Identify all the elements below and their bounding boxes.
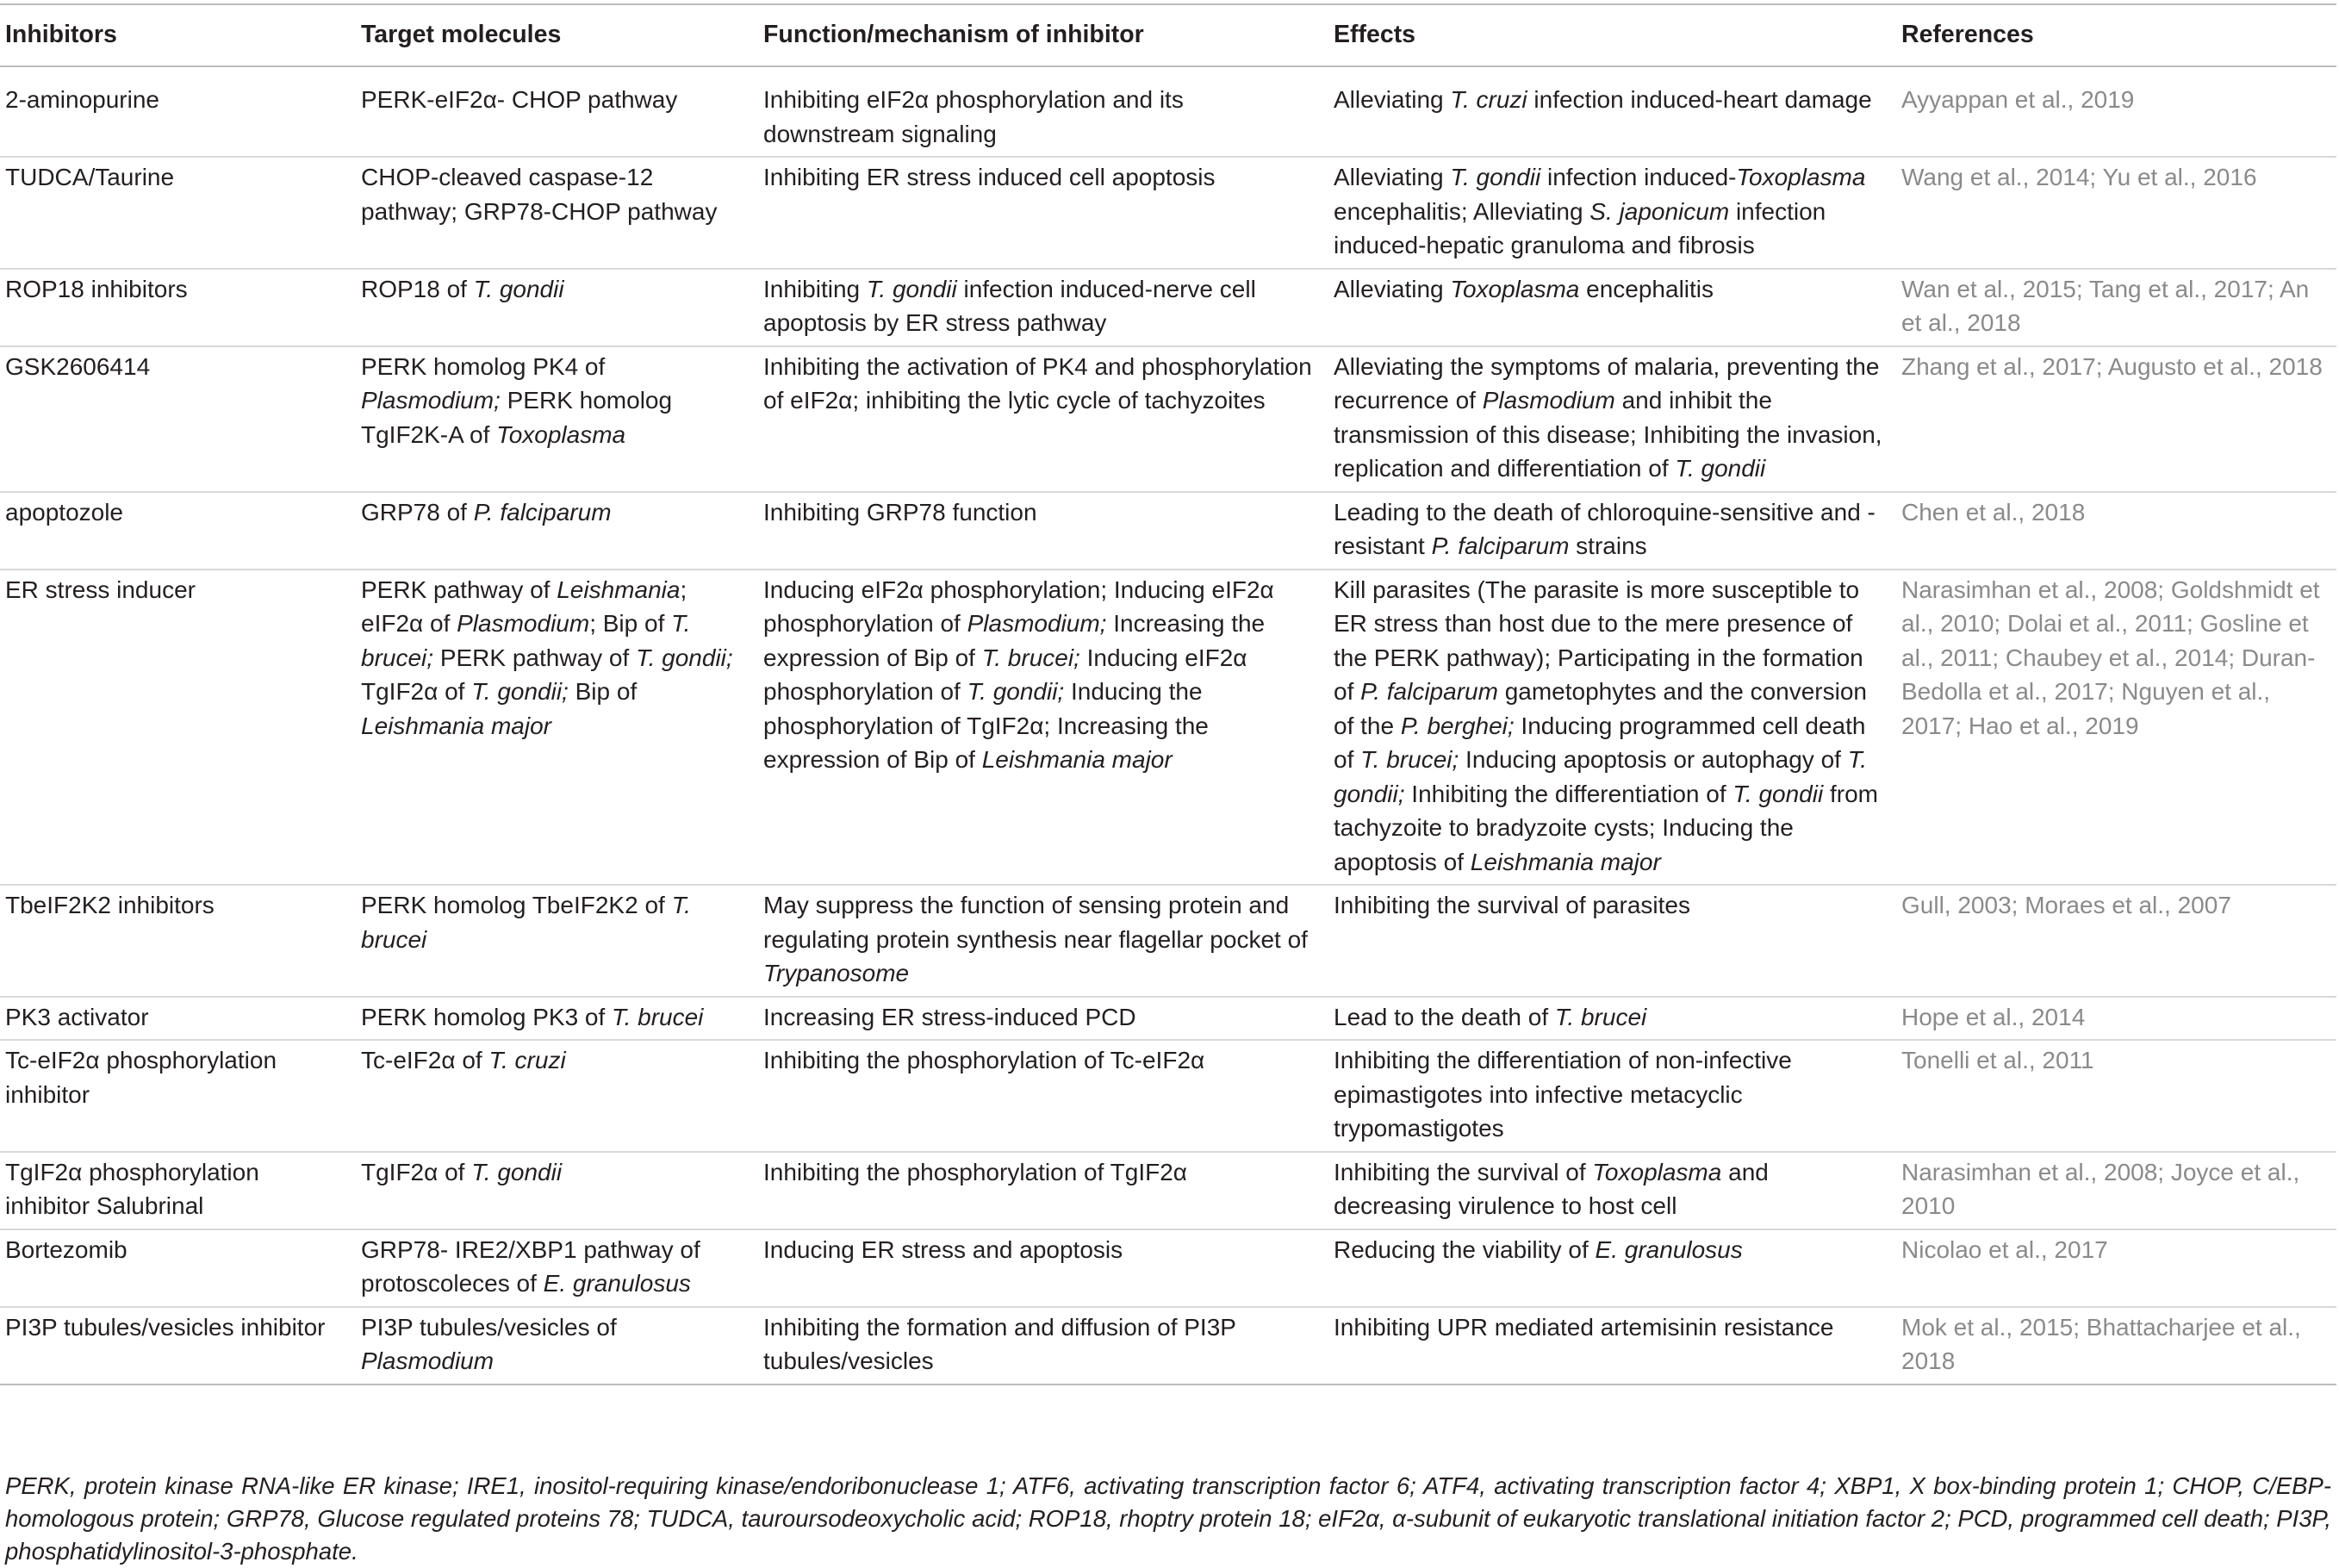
cell-effects: Inhibiting UPR mediated artemisinin resistance — [1328, 1307, 1896, 1384]
cell-inhibitor: 2-aminopurine — [0, 66, 356, 157]
cell-function: Increasing ER stress-induced PCD — [758, 997, 1328, 1041]
cell-function: May suppress the function of sensing protein and regulating protein synthesis near flagellar pocket of Trypanosome — [758, 885, 1328, 997]
cell-inhibitor: PI3P tubules/vesicles inhibitor — [0, 1307, 356, 1384]
cell-target-molecules: CHOP-cleaved caspase-12 pathway; GRP78-CHOP pathway — [356, 157, 758, 269]
cell-target-molecules: PERK homolog PK3 of T. brucei — [356, 997, 758, 1041]
cell-target-molecules: PERK homolog TbeIF2K2 of T. brucei — [356, 885, 758, 997]
cell-references: Chen et al., 2018 — [1896, 492, 2336, 569]
cell-inhibitor: TgIF2α phosphorylation inhibitor Salubrinal — [0, 1152, 356, 1229]
cell-target-molecules: PERK pathway of Leishmania; eIF2α of Plasmodium; Bip of T. brucei; PERK pathway of T. gondii; TgIF2α of T. gondii; Bip of Leishmania major — [356, 569, 758, 886]
header-effects: Effects — [1328, 4, 1896, 66]
cell-references: Gull, 2003; Moraes et al., 2007 — [1896, 885, 2336, 997]
cell-inhibitor: apoptozole — [0, 492, 356, 569]
cell-effects: Inhibiting the differentiation of non-infective epimastigotes into infective metacyclic trypomastigotes — [1328, 1040, 1896, 1152]
cell-effects: Alleviating the symptoms of malaria, preventing the recurrence of Plasmodium and inhibit the transmission of this disease; Inhibiting the invasion, replication and differentiation of T. gondii — [1328, 346, 1896, 492]
cell-references: Nicolao et al., 2017 — [1896, 1229, 2336, 1307]
cell-references: Narasimhan et al., 2008; Joyce et al., 2010 — [1896, 1152, 2336, 1229]
header-row — [0, 4, 2336, 66]
cell-references: Wang et al., 2014; Yu et al., 2016 — [1896, 157, 2336, 269]
header-target-molecules: Target molecules — [356, 4, 758, 66]
table-row — [0, 885, 2336, 997]
cell-references: Mok et al., 2015; Bhattacharjee et al., 2018 — [1896, 1307, 2336, 1384]
cell-function: Inhibiting ER stress induced cell apoptosis — [758, 157, 1328, 269]
cell-function: Inhibiting the formation and diffusion of PI3P tubules/vesicles — [758, 1307, 1328, 1384]
cell-effects: Lead to the death of T. brucei — [1328, 997, 1896, 1041]
cell-references: Zhang et al., 2017; Augusto et al., 2018 — [1896, 346, 2336, 492]
cell-effects: Inhibiting the survival of Toxoplasma and decreasing virulence to host cell — [1328, 1152, 1896, 1229]
table-row — [0, 569, 2336, 886]
cell-target-molecules: GRP78- IRE2/XBP1 pathway of protoscoleces of E. granulosus — [356, 1229, 758, 1307]
cell-function: Inhibiting the phosphorylation of Tc-eIF2α — [758, 1040, 1328, 1152]
table-row — [0, 1307, 2336, 1384]
cell-inhibitor: TUDCA/Taurine — [0, 157, 356, 269]
table-row — [0, 997, 2336, 1041]
header-inhibitors: Inhibitors — [0, 4, 356, 66]
cell-function: Inhibiting eIF2α phosphorylation and its downstream signaling — [758, 66, 1328, 157]
cell-function: Inhibiting GRP78 function — [758, 492, 1328, 569]
cell-inhibitor: ROP18 inhibitors — [0, 269, 356, 346]
cell-target-molecules: PI3P tubules/vesicles of Plasmodium — [356, 1307, 758, 1384]
table-row — [0, 346, 2336, 492]
cell-function: Inhibiting the phosphorylation of TgIF2α — [758, 1152, 1328, 1229]
cell-function: Inhibiting the activation of PK4 and phosphorylation of eIF2α; inhibiting the lytic cycle of tachyzoites — [758, 346, 1328, 492]
cell-target-molecules: Tc-eIF2α of T. cruzi — [356, 1040, 758, 1152]
cell-inhibitor: GSK2606414 — [0, 346, 356, 492]
cell-inhibitor: Tc-eIF2α phosphorylation inhibitor — [0, 1040, 356, 1152]
table-body — [0, 66, 2336, 1384]
cell-target-molecules: PERK-eIF2α- CHOP pathway — [356, 66, 758, 157]
table-row — [0, 157, 2336, 269]
table-row — [0, 1229, 2336, 1307]
cell-references: Ayyappan et al., 2019 — [1896, 66, 2336, 157]
cell-function: Inducing ER stress and apoptosis — [758, 1229, 1328, 1307]
cell-target-molecules: TgIF2α of T. gondii — [356, 1152, 758, 1229]
table-row — [0, 66, 2336, 157]
cell-inhibitor: TbeIF2K2 inhibitors — [0, 885, 356, 997]
cell-effects: Alleviating Toxoplasma encephalitis — [1328, 269, 1896, 346]
table-row — [0, 492, 2336, 569]
cell-references: Wan et al., 2015; Tang et al., 2017; An et al., 2018 — [1896, 269, 2336, 346]
cell-effects: Kill parasites (The parasite is more susceptible to ER stress than host due to the mere presence of the PERK pathway); Participating in the formation of P. falciparum gametophytes and the conversion of the P. berghei; Inducing programmed cell death of T. brucei; Inducing apoptosis or autophagy of T. gondii; Inhibiting the differentiation of T. gondii from tachyzoite to bradyzoite cysts; Inducing the apoptosis of Leishmania major — [1328, 569, 1896, 886]
cell-effects: Alleviating T. cruzi infection induced-heart damage — [1328, 66, 1896, 157]
cell-effects: Leading to the death of chloroquine-sensitive and -resistant P. falciparum strains — [1328, 492, 1896, 569]
cell-function: Inducing eIF2α phosphorylation; Inducing eIF2α phosphorylation of Plasmodium; Increasing the expression of Bip of T. brucei; Inducing eIF2α phosphorylation of T. gondii; Inducing the phosphorylation of TgIF2α; Increasing the expression of Bip of Leishmania major — [758, 569, 1328, 886]
cell-references: Tonelli et al., 2011 — [1896, 1040, 2336, 1152]
cell-effects: Alleviating T. gondii infection induced-Toxoplasma encephalitis; Alleviating S. japonicum infection induced-hepatic granuloma and fibrosis — [1328, 157, 1896, 269]
cell-inhibitor: ER stress inducer — [0, 569, 356, 886]
cell-effects: Inhibiting the survival of parasites — [1328, 885, 1896, 997]
cell-target-molecules: ROP18 of T. gondii — [356, 269, 758, 346]
cell-references: Hope et al., 2014 — [1896, 997, 2336, 1041]
table-footnote: PERK, protein kinase RNA-like ER kinase; IRE1, inositol-requiring kinase/endoribonuclease 1; ATF6, activating transcription factor 6; ATF4, activating transcription factor 4; XBP1, X box-binding protein 1; CHOP, C/EBP-homologous protein; GRP78, Glucose regulated proteins 78; TUDCA, tauroursodeoxycholic acid; ROP18, rhoptry protein 18; eIF2α, α-subunit of eukaryotic translational initiation factor 2; PCD, programmed cell death; PI3P, phosphatidylinositol-3-phosphate. — [5, 1472, 2331, 1565]
cell-function: Inhibiting T. gondii infection induced-nerve cell apoptosis by ER stress pathway — [758, 269, 1328, 346]
table-header — [0, 4, 2336, 66]
cell-references: Narasimhan et al., 2008; Goldshmidt et al., 2010; Dolai et al., 2011; Gosline et al., 2011; Chaubey et al., 2014; Duran-Bedolla et al., 2017; Nguyen et al., 2017; Hao et al., 2019 — [1896, 569, 2336, 886]
cell-target-molecules: PERK homolog PK4 of Plasmodium; PERK homolog TgIF2K-A of Toxoplasma — [356, 346, 758, 492]
table-row — [0, 269, 2336, 346]
cell-inhibitor: Bortezomib — [0, 1229, 356, 1307]
inhibitors-table — [0, 3, 2336, 1385]
cell-inhibitor: PK3 activator — [0, 997, 356, 1041]
table-row — [0, 1152, 2336, 1229]
cell-target-molecules: GRP78 of P. falciparum — [356, 492, 758, 569]
header-references: References — [1896, 4, 2336, 66]
cell-effects: Reducing the viability of E. granulosus — [1328, 1229, 1896, 1307]
header-function: Function/mechanism of inhibitor — [758, 4, 1328, 66]
table-row — [0, 1040, 2336, 1152]
